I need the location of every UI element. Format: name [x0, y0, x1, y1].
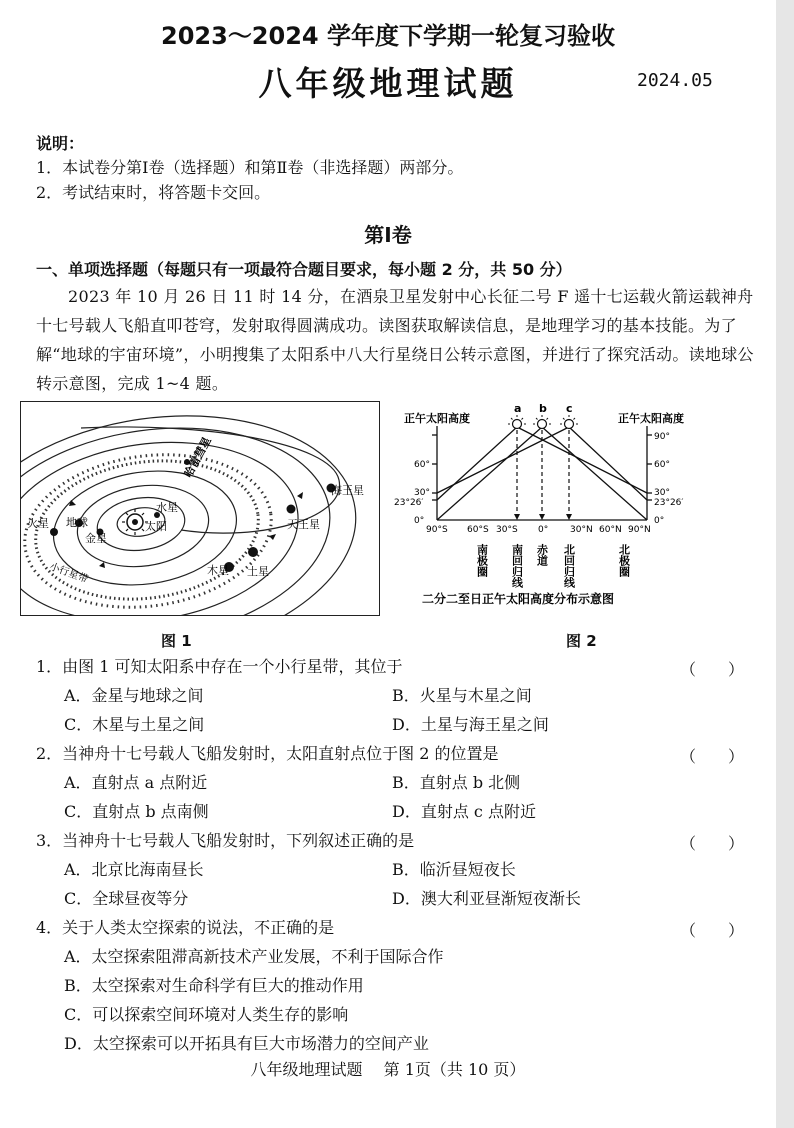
fig2-line-a-left [437, 427, 517, 500]
figure1-caption: 图 1 [161, 632, 192, 650]
fig2-line-c-right [569, 427, 647, 500]
q3-answer-paren[interactable]: （ ） [680, 834, 745, 853]
fig2-left-tick-2326: 23°26′ [394, 498, 424, 508]
q1-option-c[interactable]: C．木星与土星之间 [64, 715, 205, 734]
figure1-solar-system [20, 401, 380, 616]
q2-option-c[interactable]: C．直射点 b 点南侧 [64, 802, 209, 821]
fig2-sun-label-b: b [539, 402, 547, 415]
q4-stem: 4．关于人类太空探索的说法，不正确的是 [36, 918, 335, 937]
page-footer: 八年级地理试题 第 1页（共 10 页） [250, 1060, 526, 1079]
exam-date: 2024.05 [637, 70, 713, 91]
q2-stem: 2．当神舟十七号载人飞船发射时，太阳直射点位于图 2 的位置是 [36, 744, 499, 763]
fig2-sun-c-icon [560, 415, 578, 429]
right-edge-strip [776, 0, 794, 1128]
q4-option-a[interactable]: A．太空探索阻滞高新技术产业发展，不利于国际合作 [64, 947, 444, 966]
section-title: 第Ⅰ卷 [364, 223, 412, 247]
q4-option-d[interactable]: D．太空探索可以开拓具有巨大市场潜力的空间产业 [64, 1034, 429, 1053]
fig2-sun-a-icon [508, 415, 526, 429]
q1-option-a[interactable]: A．金星与地球之间 [64, 686, 204, 705]
planet-saturn [248, 547, 258, 557]
fig2-right-tick-60: 60° [654, 460, 670, 470]
q4-option-b[interactable]: B．太空探索对生命科学有巨大的推动作用 [64, 976, 364, 995]
fig2-left-axis-title: 正午太阳高度 [404, 412, 470, 425]
fig2-x-tick-90n: 90°N [628, 525, 651, 535]
part1-heading: 一、单项选择题（每题只有一项最符合题目要求，每小题 2 分，共 50 分） [36, 260, 572, 279]
fig2-x-tick-60n: 60°N [599, 525, 622, 535]
note-item-2: 2．考试结束时，将答题卡交回。 [36, 183, 271, 202]
fig2-line-a-right [517, 427, 647, 493]
fig2-x-tick-90s: 90°S [426, 525, 448, 535]
fig2-sun-label-c: c [566, 402, 573, 415]
figure2-caption: 图 2 [566, 632, 597, 650]
orbit-earth [72, 477, 214, 575]
label-comet: 哈雷彗星 [181, 434, 214, 480]
label-uranus: 天王星 [287, 518, 320, 531]
fig2-line-b-right [542, 427, 647, 520]
q3-option-d[interactable]: D．澳大利亚昼渐短夜渐长 [392, 889, 581, 908]
label-mercury: 水星 [156, 501, 178, 514]
fig2-right-tick-30: 30° [654, 488, 670, 498]
fig2-right-tick-0: 0° [654, 516, 665, 526]
fig2-sun-label-a: a [514, 402, 522, 415]
q3-option-b[interactable]: B．临沂昼短夜长 [392, 860, 516, 879]
note-item-1: 1．本试卷分第Ⅰ卷（选择题）和第Ⅱ卷（非选择题）两部分。 [36, 158, 464, 177]
fig2-x-tick-30s: 30°S [496, 525, 518, 535]
fig2-lat-arctic-circle: 北极圈 [617, 544, 631, 577]
fig2-sun-b-icon [533, 415, 551, 429]
fig2-x-tick-30n: 30°N [570, 525, 593, 535]
label-mars: 火星 [27, 517, 49, 530]
notes-heading: 说明： [36, 134, 85, 153]
fig2-lat-tropic-capricorn: 南回归线 [510, 544, 524, 588]
exam-title-line2: 八年级地理试题 [258, 64, 518, 103]
label-venus: 金星 [85, 532, 107, 545]
q2-option-a[interactable]: A．直射点 a 点附近 [64, 773, 208, 792]
planet-uranus [287, 505, 296, 514]
exam-title-line1: 2023～2024 学年度下学期一轮复习验收 [161, 22, 615, 50]
planet-mars [50, 528, 58, 536]
fig2-title: 二分二至日正午太阳高度分布示意图 [422, 592, 615, 606]
figure1-svg [21, 402, 379, 615]
label-asteroid-belt: 小行星带 [47, 561, 90, 586]
q2-option-b[interactable]: B．直射点 b 北侧 [392, 773, 521, 792]
orbit-uranus [21, 402, 371, 615]
fig2-line-c-left [437, 427, 569, 493]
q4-option-c[interactable]: C．可以探索空间环境对人类生存的影响 [64, 1005, 349, 1024]
q2-answer-paren[interactable]: （ ） [680, 747, 745, 766]
fig2-line-b-left [437, 427, 542, 520]
fig2-right-axis-title: 正午太阳高度 [618, 412, 684, 425]
label-earth: 地球 [66, 516, 88, 529]
label-sun: 太阳 [145, 520, 167, 533]
fig2-lat-equator: 赤道 [535, 544, 549, 566]
fig2-right-tick-90: 90° [654, 432, 670, 442]
fig2-lat-antarctic-circle: 南极圈 [475, 544, 489, 577]
label-neptune: 海王星 [331, 484, 364, 497]
q2-option-d[interactable]: D．直射点 c 点附近 [392, 802, 536, 821]
figure2-sun-altitude [392, 402, 702, 612]
figure2-svg [392, 402, 702, 612]
label-saturn: 土星 [247, 565, 269, 578]
fig2-left-tick-60: 60° [414, 460, 430, 470]
q1-option-d[interactable]: D．土星与海王星之间 [392, 715, 549, 734]
fig2-x-tick-0: 0° [538, 525, 549, 535]
q3-option-a[interactable]: A．北京比海南昼长 [64, 860, 204, 879]
q1-option-b[interactable]: B．火星与木星之间 [392, 686, 532, 705]
q3-stem: 3．当神舟十七号载人飞船发射时，下列叙述正确的是 [36, 831, 415, 850]
fig2-x-tick-60s: 60°S [467, 525, 489, 535]
fig2-left-tick-30: 30° [414, 488, 430, 498]
fig2-right-tick-2326: 23°26′ [654, 498, 684, 508]
fig2-left-tick-0: 0° [414, 516, 425, 526]
label-jupiter: 木星 [207, 564, 229, 577]
q1-answer-paren[interactable]: （ ） [680, 660, 745, 679]
q1-stem: 1．由图 1 可知太阳系中存在一个小行星带，其位于 [36, 657, 403, 676]
q4-answer-paren[interactable]: （ ） [680, 921, 745, 940]
intro-paragraph: 2023 年 10 月 26 日 11 时 14 分，在酒泉卫星发射中心长征二号 F 遥十七运载火箭运载神舟十七号载人飞船直叩苍穹，发射取得圆满成功。读图获取解读信息，是地理学习的基本技能。为了解“地球的宇宙环境”，小明搜集了太阳系中八大行星绕日公转示意图，并进行了探究活动。读地球公转示意图，完成 1~4 题。 [36, 287, 754, 393]
fig2-lat-tropic-cancer: 北回归线 [562, 544, 576, 588]
q3-option-c[interactable]: C．全球昼夜等分 [64, 889, 189, 908]
